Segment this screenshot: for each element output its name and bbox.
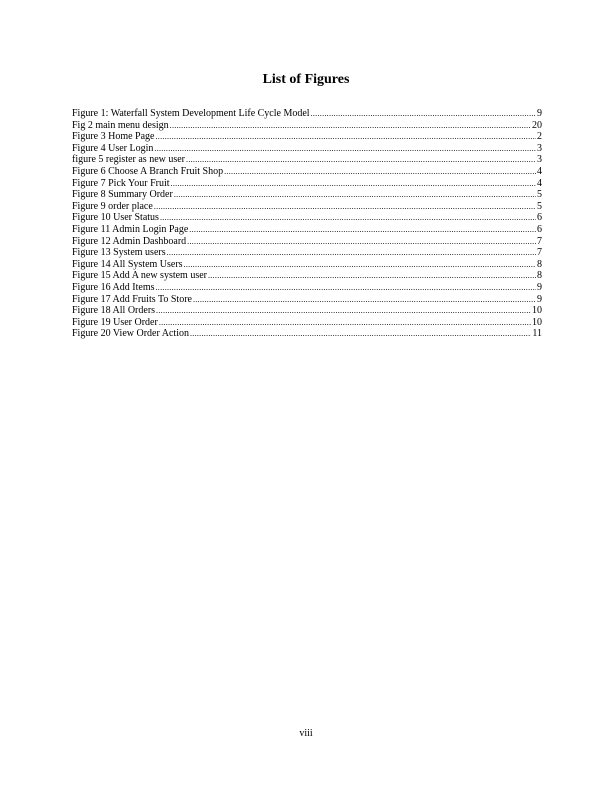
figure-entry-label: Figure 12 Admin Dashboard bbox=[72, 235, 187, 247]
dot-leader bbox=[156, 131, 537, 143]
dot-leader bbox=[187, 236, 536, 248]
figure-entry-page: 20 bbox=[532, 119, 542, 131]
figure-entry[interactable] bbox=[72, 247, 542, 259]
figure-entry[interactable] bbox=[72, 212, 542, 224]
page-number: viii bbox=[299, 728, 313, 739]
dot-leader bbox=[193, 294, 536, 306]
dot-leader bbox=[154, 143, 536, 155]
figure-entry[interactable] bbox=[72, 317, 542, 329]
dot-leader bbox=[184, 259, 536, 271]
figure-entry[interactable] bbox=[72, 108, 542, 120]
figure-entry[interactable] bbox=[72, 166, 542, 178]
figure-entry-page: 6 bbox=[537, 212, 542, 224]
figure-entry[interactable] bbox=[72, 224, 542, 236]
dot-leader bbox=[154, 201, 536, 213]
dot-leader bbox=[156, 282, 537, 294]
figure-entry-page: 9 bbox=[537, 108, 542, 119]
figure-entry-label: Figure 4 User Login bbox=[72, 142, 154, 154]
figure-entry-label: Figure 9 order place bbox=[72, 200, 153, 212]
dot-leader bbox=[224, 166, 536, 178]
figure-entry-label: Figure 13 System users bbox=[72, 247, 166, 259]
figure-entry-label: figure 5 register as new user bbox=[72, 154, 186, 166]
figure-entry-page: 8 bbox=[537, 258, 542, 270]
figure-entry[interactable] bbox=[72, 328, 542, 340]
dot-leader bbox=[189, 224, 536, 236]
figure-entry-label: Figure 17 Add Fruits To Store bbox=[72, 293, 192, 305]
dot-leader bbox=[190, 328, 531, 340]
figure-entry[interactable] bbox=[72, 236, 542, 248]
page-title: List of Figures bbox=[262, 72, 350, 87]
figure-entry-label: Figure 7 Pick Your Fruit bbox=[72, 177, 170, 189]
figure-entry-label: Figure 15 Add A new system user bbox=[72, 270, 207, 282]
dot-leader bbox=[186, 154, 536, 166]
figure-entry-page: 10 bbox=[532, 305, 542, 317]
figure-entry[interactable] bbox=[72, 270, 542, 282]
figure-entry-page: 3 bbox=[537, 142, 542, 154]
figure-entry-page: 5 bbox=[537, 189, 542, 201]
dot-leader bbox=[160, 212, 536, 224]
dot-leader bbox=[156, 305, 531, 317]
figure-entry-page: 4 bbox=[537, 165, 542, 177]
dot-leader bbox=[208, 270, 536, 282]
figure-entry-label: Figure 3 Home Page bbox=[72, 131, 155, 143]
figure-entry-page: 6 bbox=[537, 223, 542, 235]
figure-entry-label: Figure 16 Add Items bbox=[72, 281, 155, 293]
dot-leader bbox=[171, 178, 536, 190]
figure-entry-page: 2 bbox=[537, 131, 542, 143]
figure-entry-page: 11 bbox=[532, 328, 542, 340]
figure-entry-label: Figure 10 User Status bbox=[72, 212, 159, 224]
figure-entry[interactable] bbox=[72, 189, 542, 201]
figure-entry-page: 5 bbox=[537, 200, 542, 212]
dot-leader bbox=[311, 108, 536, 120]
figure-entry-label: Figure 14 All System Users bbox=[72, 258, 183, 270]
figure-entry[interactable] bbox=[72, 201, 542, 213]
figure-entry-page: 9 bbox=[537, 293, 542, 305]
figure-entry-label: Figure 8 Summary Order bbox=[72, 189, 173, 201]
figure-entry[interactable] bbox=[72, 154, 542, 166]
figure-entry-label: Figure 11 Admin Login Page bbox=[72, 223, 189, 235]
figure-entry-page: 8 bbox=[537, 270, 542, 282]
dot-leader bbox=[159, 317, 531, 329]
figure-entry-label: Figure 20 View Order Action bbox=[72, 328, 189, 340]
figure-entry-label: Fig 2 main menu design bbox=[72, 119, 169, 131]
figure-entry[interactable] bbox=[72, 282, 542, 294]
figure-entry-page: 7 bbox=[537, 247, 542, 259]
figure-entry-page: 9 bbox=[537, 281, 542, 293]
figure-entry[interactable] bbox=[72, 259, 542, 271]
figure-entry[interactable] bbox=[72, 294, 542, 306]
figure-entry-label: Figure 1: Waterfall System Development Life Cycle Model bbox=[72, 108, 310, 119]
figure-entry-label: Figure 6 Choose A Branch Fruit Shop bbox=[72, 165, 224, 177]
figure-entry-page: 7 bbox=[537, 235, 542, 247]
figure-entry[interactable] bbox=[72, 305, 542, 317]
list-of-figures bbox=[72, 108, 542, 340]
dot-leader bbox=[174, 189, 536, 201]
figure-entry-label: Figure 18 All Orders bbox=[72, 305, 156, 317]
figure-entry-page: 4 bbox=[537, 177, 542, 189]
figure-entry-label: Figure 19 User Order bbox=[72, 316, 158, 328]
dot-leader bbox=[170, 120, 531, 132]
figure-entry-page: 3 bbox=[537, 154, 542, 166]
dot-leader bbox=[167, 247, 536, 259]
figure-entry-page: 10 bbox=[532, 316, 542, 328]
figure-entry[interactable] bbox=[72, 178, 542, 190]
figure-entry[interactable] bbox=[72, 120, 542, 132]
figure-entry[interactable] bbox=[72, 131, 542, 143]
figure-entry[interactable] bbox=[72, 143, 542, 155]
